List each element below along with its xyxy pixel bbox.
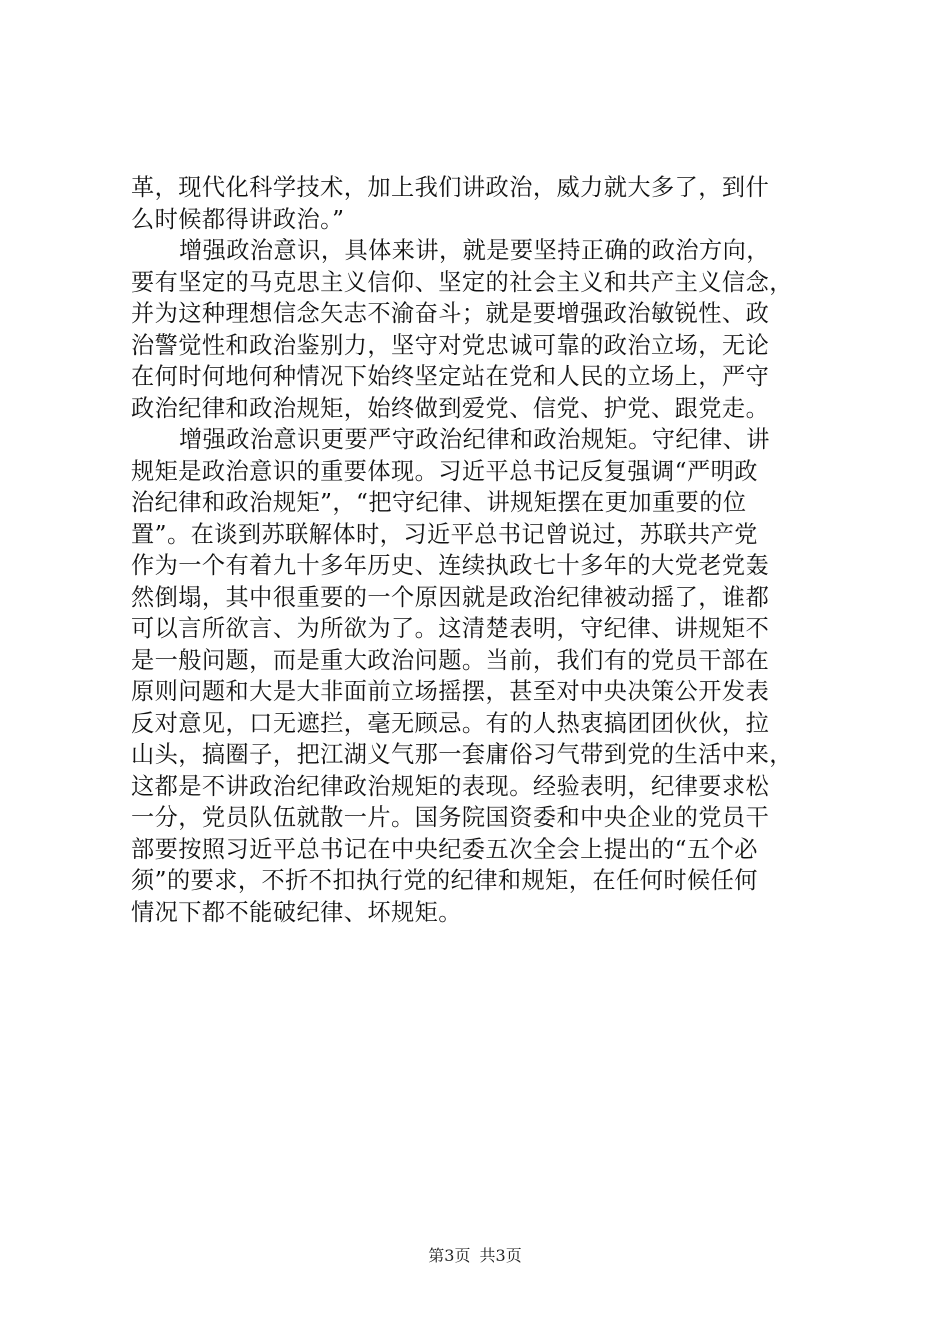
text-line: 在何时何地何种情况下始终坚定站在党和人民的立场上，严守: [131, 363, 770, 390]
page-number: 第3页: [428, 1246, 471, 1265]
text-line: 原则问题和大是大非面前立场摇摆，甚至对中央决策公开发表: [131, 678, 770, 705]
document-body: [131, 172, 831, 928]
text-line: 山头，搞圈子，把江湖义气那一套庸俗习气带到党的生活中来，: [131, 741, 793, 768]
text-line: 革，现代化科学技术，加上我们讲政治，威力就大多了，到什: [131, 174, 770, 201]
page-total: 共3页: [479, 1246, 522, 1265]
text-line: 可以言所欲言、为所欲为了。这清楚表明，守纪律、讲规矩不: [131, 615, 770, 642]
text-line: 规矩是政治意识的重要体现。习近平总书记反复强调“严明政: [131, 457, 758, 485]
text-line: 置”。在谈到苏联解体时，习近平总书记曾说过，苏联共产党: [131, 520, 758, 548]
text-line: 情况下都不能破纪律、坏规矩。: [131, 898, 462, 926]
text-line: 这都是不讲政治纪律政治规矩的表现。经验表明，纪律要求松: [131, 772, 770, 800]
text-line: 治警觉性和政治鉴别力，坚守对党忠诚可靠的政治立场，无论: [131, 331, 770, 359]
text-line: 反对意见，口无遮拦，毫无顾忌。有的人热衷搞团团伙伙，拉: [131, 709, 770, 737]
page-footer: [0, 1243, 950, 1266]
text-line: 要有坚定的马克思主义信仰、坚定的社会主义和共产主义信念，: [131, 268, 793, 296]
text-line: 作为一个有着九十多年历史、连续执政七十多年的大党老党轰: [131, 552, 770, 579]
text-line: 是一般问题，而是重大政治问题。当前，我们有的党员干部在: [131, 646, 770, 674]
text-line: 并为这种理想信念矢志不渝奋斗；就是要增强政治敏锐性、政: [131, 300, 770, 327]
text-line: 须”的要求，不折不扣执行党的纪律和规矩，在任何时候任何: [131, 867, 758, 894]
text-line: 治纪律和政治规矩”，“把守纪律、讲规矩摆在更加重要的位: [131, 489, 747, 516]
text-line: 么时候都得讲政治。”: [131, 205, 345, 233]
text-line: 然倒塌，其中很重要的一个原因就是政治纪律被动摇了，谁都: [131, 583, 770, 611]
text-line: 政治纪律和政治规矩，始终做到爱党、信党、护党、跟党走。: [131, 394, 770, 422]
text-line: 部要按照习近平总书记在中央纪委五次全会上提出的“五个必: [131, 835, 758, 863]
text-line: 增强政治意识，具体来讲，就是要坚持正确的政治方向，: [179, 237, 770, 264]
text-line: 增强政治意识更要严守政治纪律和政治规矩。守纪律、讲: [179, 426, 770, 453]
text-line: 一分，党员队伍就散一片。国务院国资委和中央企业的党员干: [131, 804, 770, 831]
